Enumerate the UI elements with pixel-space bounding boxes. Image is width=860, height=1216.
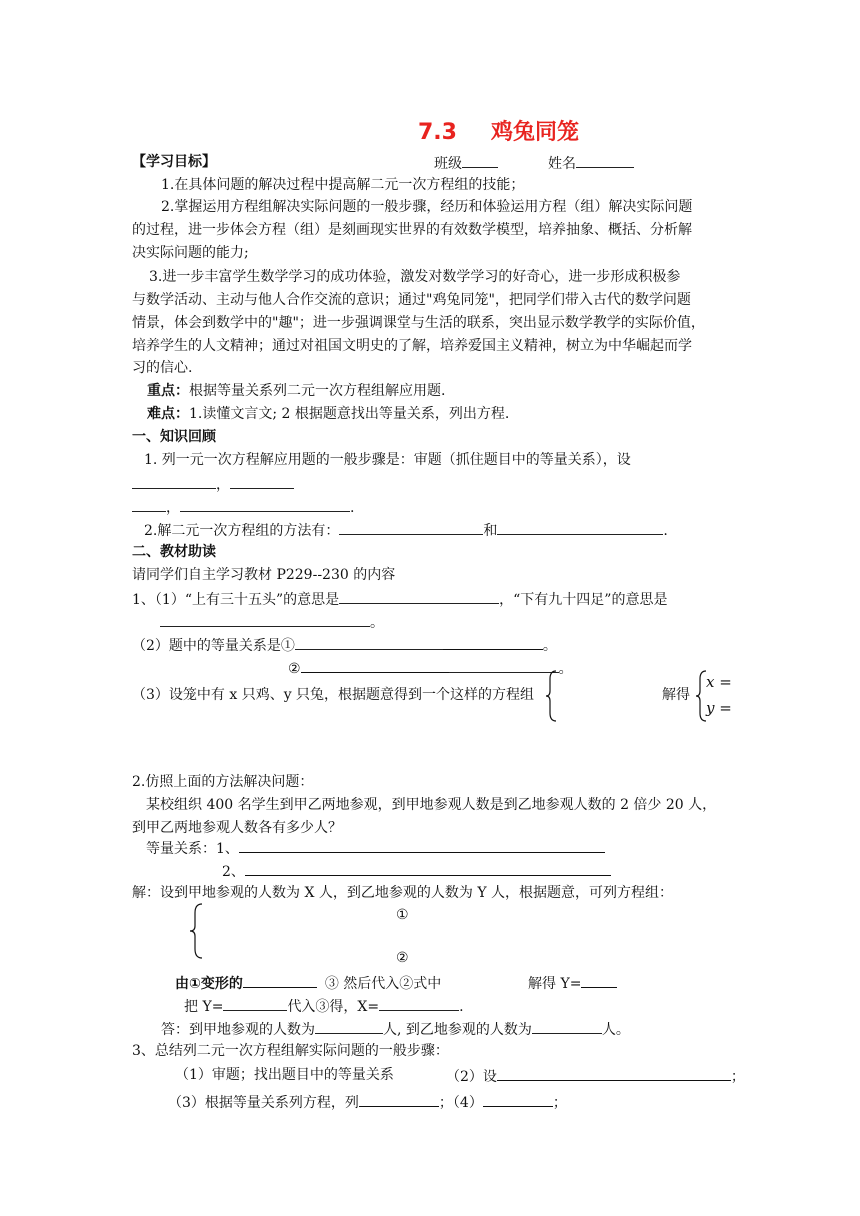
- goal-3-line-3: 情景，体会到数学中的"趣"；进一步强调课堂与生活的联系，突出显示数学教学的实际价值，: [132, 315, 705, 331]
- page-title: 7.3 鸡兔同笼: [418, 120, 579, 145]
- substitute-step[interactable]: 把 Y= 代入③得，X= .: [184, 996, 464, 1016]
- problem-2-title: 2.仿照上面的方法解决问题：: [132, 774, 314, 790]
- problem-2-line-2: 到甲乙两地参观人数各有多少人？: [132, 820, 342, 836]
- solve-label: 解得: [662, 687, 690, 703]
- textbook-intro: 请同学们自主学习教材 P229--230 的内容: [132, 567, 396, 583]
- key-point: 重点：根据等量关系列二元一次方程组解应用题.: [147, 383, 446, 399]
- goal-2-line-3: 决实际问题的能力;: [132, 245, 249, 261]
- x-equals: x =: [706, 673, 732, 691]
- equality-2[interactable]: 2、: [222, 861, 611, 881]
- goal-2-line-1: 2.掌握运用方程组解决实际问题的一般步骤，经历和体验运用方程（组）解决实际问题: [161, 199, 693, 215]
- reading-q2-line-1[interactable]: （2）题中的等量关系是① 。: [132, 635, 557, 655]
- review-q1-blanks-2[interactable]: ， .: [132, 497, 354, 517]
- review-q1-blanks[interactable]: ，: [132, 474, 294, 494]
- review-q2[interactable]: 2.解二元一次方程组的方法有： 和 .: [144, 520, 668, 540]
- section-2-heading: 二、教材助读: [132, 544, 216, 560]
- goal-3-line-2: 与数学活动、主动与他人合作交流的意识；通过"鸡兔同笼"，把同学们带入古代的数学问题: [132, 292, 691, 308]
- section-1-heading: 一、知识回顾: [132, 429, 216, 445]
- difficult-point: 难点：1.读懂文言文; 2 根据题意找出等量关系，列出方程.: [147, 406, 510, 422]
- solution-setup: 解：设到甲地参观的人数为 X 人，到乙地参观的人数为 Y 人，根据题意，可列方程组：: [132, 885, 674, 901]
- reading-q3: （3）设笼中有 x 只鸡、y 只兔，根据题意得到一个这样的方程组: [132, 687, 535, 703]
- y-equals: y =: [706, 699, 732, 717]
- goal-3-line-1: 3.进一步丰富学生数学学习的成功体验，激发对数学学习的好奇心，进一步形成积极参: [149, 269, 681, 285]
- name-field[interactable]: 姓名: [548, 153, 634, 173]
- review-q1: 1. 列一元一次方程解应用题的一般步骤是：审题（抓住题目中的等量关系），设: [144, 452, 631, 468]
- equation-1-marker: ①: [396, 907, 409, 923]
- equation-brace-2: [188, 902, 204, 960]
- goal-heading: 【学习目标】: [132, 154, 216, 170]
- class-field[interactable]: 班级: [434, 153, 498, 173]
- equation-2-marker: ②: [396, 950, 409, 966]
- answer[interactable]: 答：到甲地参观的人数为 人, 到乙地参观的人数为 人。: [161, 1019, 630, 1039]
- reading-q2-line-2[interactable]: ② 。: [288, 658, 573, 678]
- solve-y[interactable]: 解得 Y=: [528, 973, 617, 993]
- equality-1[interactable]: 等量关系：1、: [146, 838, 605, 858]
- step-transform[interactable]: 由①变形的 ③ 然后代入②式中: [175, 973, 441, 993]
- step-1: （1）审题；找出题目中的等量关系: [175, 1067, 394, 1083]
- goal-3-line-5: 习的信心.: [132, 360, 193, 376]
- goal-1: 1.在具体问题的解决过程中提高解二元一次方程组的技能；: [161, 177, 525, 193]
- reading-q1[interactable]: 1、（1）“上有三十五头”的意思是 ，“下有九十四足”的意思是: [132, 589, 667, 609]
- step-3-4[interactable]: （3）根据等量关系列方程，列 ；（4） ；: [168, 1092, 567, 1112]
- equation-brace-1: [544, 669, 558, 723]
- goal-3-line-4: 培养学生的人文精神；通过对祖国文明史的了解，培养爱国主义精神，树立为中华崛起而学: [132, 338, 692, 354]
- problem-2-line-1: 某校组织 400 名学生到甲乙两地参观，到甲地参观人数是到乙地参观人数的 2 倍少 20 人，: [146, 797, 717, 813]
- step-2[interactable]: （2）设 ；: [446, 1066, 745, 1086]
- goal-2-line-2: 的过程，进一步体会方程（组）是刻画现实世界的有效数学模型，培养抽象、概括、分析解: [132, 222, 692, 238]
- problem-3-title: 3、总结列二元一次方程组解实际问题的一般步骤：: [132, 1043, 449, 1059]
- reading-q1-blank[interactable]: 。: [160, 612, 384, 632]
